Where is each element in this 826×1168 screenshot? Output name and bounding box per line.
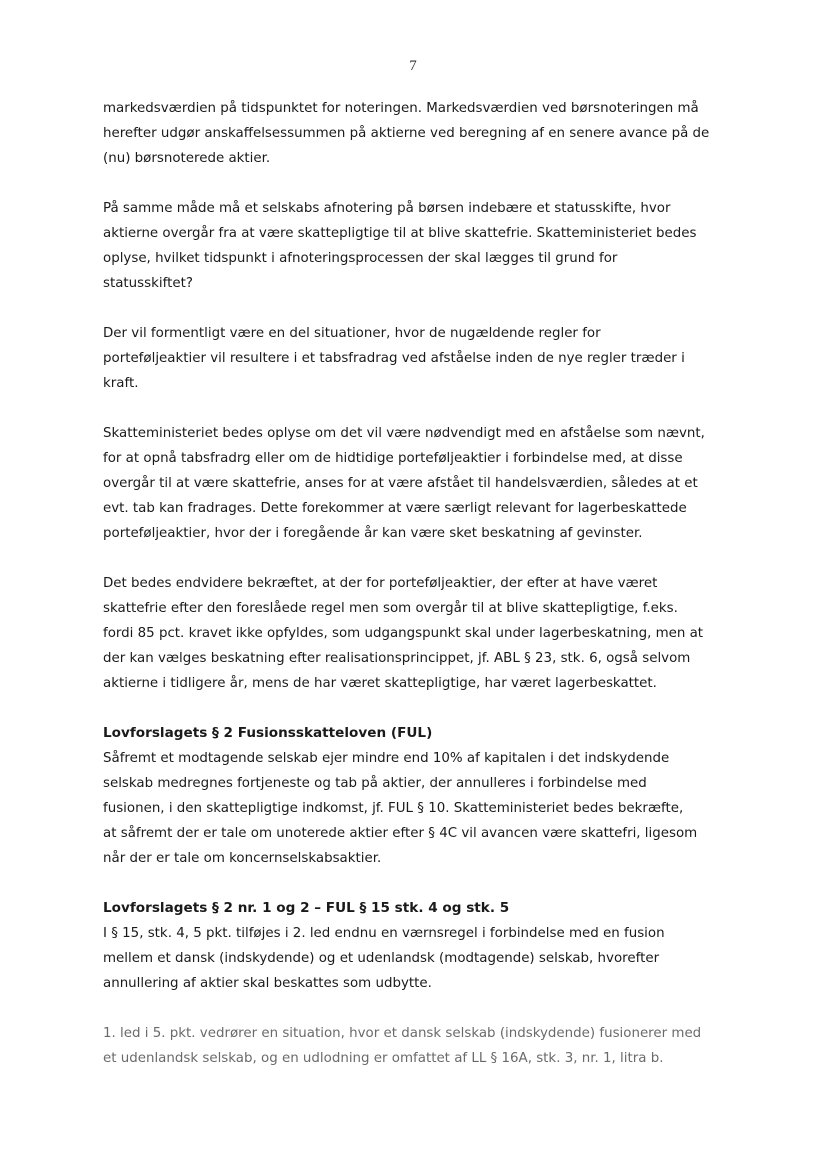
text-line: På samme måde må et selskabs afnotering på børsen indebære et statusskifte, hvor xyxy=(103,201,671,216)
text-line: Der vil formentligt være en del situationer, hvor de nugældende regler for xyxy=(103,326,601,341)
text-line: at såfremt der er tale om unoterede aktier efter § 4C vil avancen være skattefri, ligesom xyxy=(103,826,698,841)
text-line: herefter udgør anskaffelsessummen på aktierne ved beregning af en senere avance på de xyxy=(103,126,710,141)
text-line: Det bedes endvidere bekræftet, at der for porteføljeaktier, der efter at have været xyxy=(103,576,658,591)
text-line: skattefrie efter den foreslåede regel men som overgår til at blive skattepligtige, f.eks. xyxy=(103,601,678,616)
paragraph-closing xyxy=(103,1021,723,1071)
paragraph-confirmation xyxy=(103,571,723,696)
text-line: porteføljeaktier, hvor der i foregående år kan være sket beskatning af gevinster. xyxy=(103,526,643,541)
paragraph-market-value xyxy=(103,96,723,171)
text-line: kraft. xyxy=(103,376,139,391)
section-ful-15 xyxy=(103,896,723,996)
document-body xyxy=(103,96,723,1096)
text-line: selskab medregnes fortjeneste og tab på aktier, der annulleres i forbindelse med xyxy=(103,776,647,791)
section-heading: Lovforslagets § 2 Fusionsskatteloven (FUL) xyxy=(103,725,433,741)
text-line: porteføljeaktier vil resultere i et tabsfradrag ved afståelse inden de nye regler træder i xyxy=(103,351,685,366)
text-line: der kan vælges beskatning efter realisationsprincippet, jf. ABL § 23, stk. 6, også selvom xyxy=(103,651,691,666)
text-line: overgår til at være skattefrie, anses for at være afstået til handelsværdien, således at et xyxy=(103,476,698,491)
page-number: 7 xyxy=(409,58,417,74)
text-line: annullering af aktier skal beskattes som udbytte. xyxy=(103,976,432,991)
text-line: I § 15, stk. 4, 5 pkt. tilføjes i 2. led endnu en værnsregel i forbindelse med en fusion xyxy=(103,926,665,941)
paragraph-disposal xyxy=(103,421,723,546)
text-line: statusskiftet? xyxy=(103,276,193,291)
text-line: for at opnå tabsfradrg eller om de hidtidige porteføljeaktier i forbindelse med, at disse xyxy=(103,451,683,466)
paragraph-delisting xyxy=(103,196,723,296)
paragraph-loss-deduction xyxy=(103,321,723,396)
text-line: (nu) børsnoterede aktier. xyxy=(103,151,271,166)
section-ful xyxy=(103,721,723,871)
text-line: fusionen, i den skattepligtige indkomst, jf. FUL § 10. Skatteministeriet bedes bekræfte, xyxy=(103,801,684,816)
text-line: aktierne overgår fra at være skattepligtige til at blive skattefrie. Skatteministeriet bedes xyxy=(103,226,697,241)
text-line: 1. led i 5. pkt. vedrører en situation, hvor et dansk selskab (indskydende) fusionerer med xyxy=(103,1026,702,1041)
text-line: aktierne i tidligere år, mens de har været skattepligtige, har været lagerbeskattet. xyxy=(103,676,657,691)
text-line: et udenlandsk selskab, og en udlodning er omfattet af LL § 16A, stk. 3, nr. 1, litra b. xyxy=(103,1051,664,1066)
text-line: markedsværdien på tidspunktet for noteringen. Markedsværdien ved børsnoteringen må xyxy=(103,101,699,116)
text-line: mellem et dansk (indskydende) og et udenlandsk (modtagende) selskab, hvorefter xyxy=(103,951,660,966)
text-line: Skatteministeriet bedes oplyse om det vil være nødvendigt med en afståelse som nævnt, xyxy=(103,426,705,441)
text-line: evt. tab kan fradrages. Dette forekommer at være særligt relevant for lagerbeskattede xyxy=(103,501,687,516)
text-line: fordi 85 pct. kravet ikke opfyldes, som udgangspunkt skal under lagerbeskatning, men at xyxy=(103,626,704,641)
section-body xyxy=(103,746,723,871)
section-heading: Lovforslagets § 2 nr. 1 og 2 – FUL § 15 stk. 4 og stk. 5 xyxy=(103,900,510,916)
text-line: Såfremt et modtagende selskab ejer mindre end 10% af kapitalen i det indskydende xyxy=(103,751,670,766)
text-line: når der er tale om koncernselskabsaktier. xyxy=(103,851,382,866)
text-line: oplyse, hvilket tidspunkt i afnoteringsprocessen der skal lægges til grund for xyxy=(103,251,618,266)
section-body xyxy=(103,921,723,996)
